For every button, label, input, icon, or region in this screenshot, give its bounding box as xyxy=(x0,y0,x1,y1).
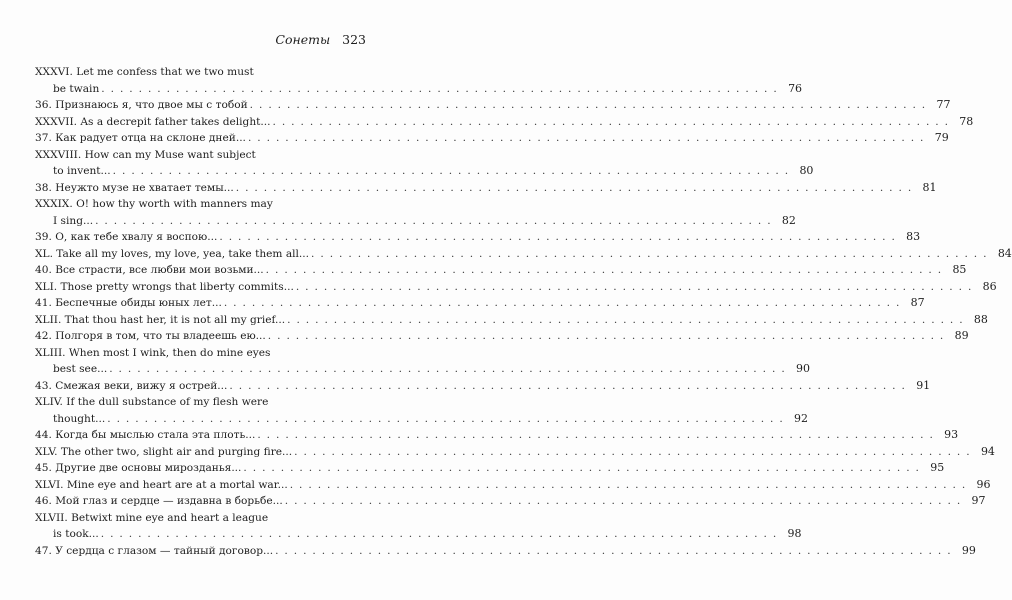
toc-entry-continuation xyxy=(35,361,810,378)
toc-entry-line xyxy=(35,444,995,461)
toc-entry-page: 85 xyxy=(952,263,967,276)
toc-entry-line xyxy=(35,295,925,312)
toc-entry-line xyxy=(35,394,365,411)
toc-entry-line xyxy=(35,97,951,114)
toc-entry-page: 97 xyxy=(971,494,986,507)
toc-entry xyxy=(35,196,796,229)
toc-entry-line xyxy=(35,493,986,510)
toc-entry-title: 46. Мой глаз и сердце — издавна в борьбе... xyxy=(35,495,283,507)
dot-leader xyxy=(283,493,962,510)
toc-entry-line xyxy=(35,229,921,246)
toc-entry xyxy=(35,180,937,197)
toc-entry xyxy=(35,510,802,543)
toc-entry-page: 87 xyxy=(910,296,925,309)
toc-entry xyxy=(35,378,931,395)
toc-entry-line xyxy=(35,114,974,131)
toc-entry-title: 37. Как радует отца на склоне дней... xyxy=(35,132,246,144)
toc-entry-title: 41. Беспечные обиды юных лет... xyxy=(35,297,222,309)
toc-entry-page: 83 xyxy=(906,230,921,243)
toc-entry-line xyxy=(35,378,931,395)
toc-entry-continuation xyxy=(35,213,796,230)
toc-entry-line xyxy=(35,328,969,345)
toc-entry-line xyxy=(35,130,949,147)
toc-entry-page: 93 xyxy=(944,428,959,441)
toc-entry-page: 98 xyxy=(787,527,802,540)
toc-entry xyxy=(35,493,986,510)
toc-entry xyxy=(35,246,1012,263)
dot-leader xyxy=(107,361,786,378)
dot-leader xyxy=(248,97,927,114)
toc-entry-line xyxy=(35,510,365,527)
toc-entry-title: best see... xyxy=(53,363,108,375)
toc-entry-title: XLIII. When most I wink, then do mine eyes xyxy=(35,346,271,359)
toc-entry-page: 95 xyxy=(930,461,945,474)
toc-entry-line xyxy=(35,543,976,560)
toc-entry-line xyxy=(35,262,967,279)
toc-entry xyxy=(35,229,921,246)
toc-entry-page: 78 xyxy=(959,114,974,128)
dot-leader xyxy=(111,163,790,180)
page-number: 323 xyxy=(342,32,366,47)
toc-entry-page: 88 xyxy=(973,312,988,326)
dot-leader xyxy=(285,312,964,329)
toc-entry-line xyxy=(35,460,945,477)
toc-entry xyxy=(35,543,976,560)
toc-entry-page: 82 xyxy=(781,213,796,227)
toc-entry-page: 92 xyxy=(794,411,809,425)
toc-entry xyxy=(35,312,988,329)
toc-entry xyxy=(35,279,997,296)
toc-entry xyxy=(35,130,949,147)
toc-entry xyxy=(35,328,969,345)
dot-leader xyxy=(264,262,943,279)
dot-leader xyxy=(234,180,913,197)
toc-entry-title: be twain xyxy=(53,82,100,95)
toc-entry-title: 43. Смежая веки, вижу я острей... xyxy=(35,379,228,392)
toc-entry-title: thought... xyxy=(53,412,106,425)
dot-leader xyxy=(93,213,772,230)
toc-entry-title: 39. О, как тебе хвалу я воспою... xyxy=(35,231,218,243)
toc-entry-title: XLV. The other two, slight air and purging fire... xyxy=(35,445,293,458)
toc-entry-page: 99 xyxy=(961,543,976,557)
toc-entry xyxy=(35,147,814,180)
toc-entry-line xyxy=(35,312,988,329)
toc-entry-page: 89 xyxy=(954,329,969,342)
dot-leader xyxy=(288,477,967,494)
dot-leader xyxy=(309,246,988,263)
toc-entry-page: 94 xyxy=(980,444,995,458)
toc-entry-line xyxy=(35,64,365,81)
dot-leader xyxy=(99,526,778,543)
toc-entry-title: is took... xyxy=(53,528,99,540)
toc-entry-title: to invent... xyxy=(53,165,111,177)
toc-entry-title: 40. Все страсти, все любви мои возьми... xyxy=(35,264,264,276)
toc-entry-line xyxy=(35,196,365,213)
toc-entry-title: 47. У сердца с глазом — тайный договор... xyxy=(35,544,274,557)
toc-entry-page: 76 xyxy=(788,81,803,95)
toc-entry-line xyxy=(35,477,991,494)
toc-entry xyxy=(35,477,991,494)
dot-leader xyxy=(217,229,896,246)
dot-leader xyxy=(271,114,950,131)
toc-entry-title: XXXVII. As a decrepit father takes delight... xyxy=(35,115,271,128)
toc-entry-page: 81 xyxy=(922,180,937,194)
toc-entry-continuation xyxy=(35,411,809,428)
toc-entry-title: 45. Другие две основы мирозданья... xyxy=(35,462,242,474)
toc-entry-continuation xyxy=(35,163,814,180)
toc-entry-page: 91 xyxy=(916,378,931,392)
dot-leader xyxy=(292,444,971,461)
toc-entry-title: XXXVIII. How can my Muse want subject xyxy=(35,148,256,161)
toc-entry-title: XXXIX. O! how thy worth with manners may xyxy=(35,198,273,210)
toc-entry-continuation xyxy=(35,526,802,543)
toc-entry-page: 90 xyxy=(795,362,810,375)
dot-leader xyxy=(246,130,925,147)
toc-entry-line xyxy=(35,246,1012,263)
toc-entry xyxy=(35,295,925,312)
toc-entry-line xyxy=(35,180,937,197)
toc-entry-title: XLIV. If the dull substance of my flesh were xyxy=(35,396,269,408)
dot-leader xyxy=(99,81,778,98)
dot-leader xyxy=(241,460,920,477)
toc-entry xyxy=(35,345,810,378)
toc-entry-page: 77 xyxy=(936,98,951,111)
toc-entry-line xyxy=(35,427,959,444)
toc-entry-page: 86 xyxy=(982,279,997,293)
dot-leader xyxy=(273,543,952,560)
toc-entry-title: XLVI. Mine eye and heart are at a mortal war... xyxy=(35,478,288,491)
toc-entry-line xyxy=(35,345,365,362)
toc-entry-line xyxy=(35,279,997,296)
dot-leader xyxy=(227,378,906,395)
toc-entry-page: 84 xyxy=(997,246,1012,260)
toc-entry xyxy=(35,444,995,461)
toc-entry-continuation xyxy=(35,81,803,98)
toc-entry-title: XLI. Those pretty wrongs that liberty commits... xyxy=(35,280,294,293)
toc-entry-title: XL. Take all my loves, my love, yea, take them all... xyxy=(35,247,310,260)
toc-entry-page: 80 xyxy=(799,164,814,177)
dot-leader xyxy=(222,295,901,312)
running-head xyxy=(275,32,366,47)
toc-entry-title: 42. Полгоря в том, что ты владеешь ею... xyxy=(35,330,266,342)
toc-entry xyxy=(35,394,809,427)
toc-entry xyxy=(35,114,974,131)
toc-entry-title: 36. Признаюсь я, что двое мы с тобой xyxy=(35,99,248,111)
toc-entry xyxy=(35,97,951,114)
toc-entry-title: XXXVI. Let me confess that we two must xyxy=(35,66,254,78)
running-head-title: Сонеты xyxy=(275,32,331,47)
toc-entry xyxy=(35,64,803,97)
dot-leader xyxy=(255,427,934,444)
table-of-contents xyxy=(35,64,1012,559)
toc-entry-line xyxy=(35,147,365,164)
toc-entry xyxy=(35,460,945,477)
toc-entry xyxy=(35,262,967,279)
toc-entry-title: 38. Неужто музе не хватает темы... xyxy=(35,181,234,194)
toc-entry-title: 44. Когда бы мыслью стала эта плоть... xyxy=(35,429,256,441)
toc-entry-title: XLII. That thou hast her, it is not all my grief... xyxy=(35,313,286,326)
dot-leader xyxy=(266,328,945,345)
dot-leader xyxy=(294,279,973,296)
toc-entry-page: 96 xyxy=(976,477,991,491)
toc-entry xyxy=(35,427,959,444)
toc-entry-title: I sing... xyxy=(53,214,94,227)
toc-entry-page: 79 xyxy=(934,131,949,144)
toc-entry-title: XLVII. Betwixt mine eye and heart a league xyxy=(35,511,269,524)
dot-leader xyxy=(105,411,784,428)
